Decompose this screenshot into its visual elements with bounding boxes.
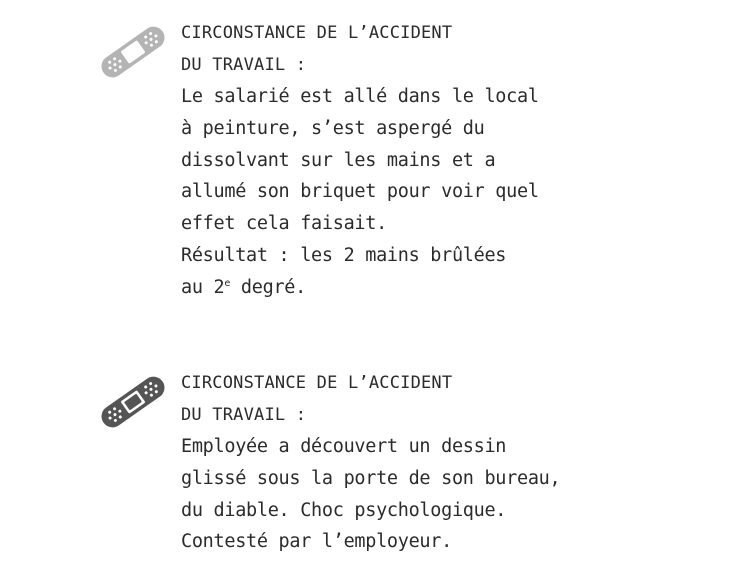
entry-heading-line2: DU TRAVAIL : — [181, 54, 307, 75]
entry-body-line: Contesté par l’employeur. — [181, 531, 452, 553]
bandage-icon — [96, 20, 170, 84]
entry-body-line: dissolvant sur les mains et a — [181, 149, 496, 171]
entry-body-line: du diable. Choc psychologique. — [181, 499, 507, 521]
degree-superscript: e — [224, 277, 231, 289]
entry-heading-line1: CIRCONSTANCE DE L’ACCIDENT — [181, 373, 453, 393]
degree-suffix: degré. — [230, 276, 306, 298]
entry-body-line: effet cela faisait. — [181, 213, 387, 235]
entry-body-line: Résultat : les 2 mains brûlées — [181, 244, 507, 266]
entry-body-line: allumé son briquet pour voir quel — [181, 181, 539, 203]
entry-text — [181, 368, 741, 558]
bandage-icon — [96, 370, 170, 434]
degree-prefix: au 2 — [181, 276, 225, 298]
entry-body-line: Le salarié est allé dans le local — [181, 86, 539, 108]
entry-heading-line2: DU TRAVAIL : — [181, 404, 307, 425]
entry-heading-line1: CIRCONSTANCE DE L’ACCIDENT — [181, 23, 453, 43]
entry-body-line: Employée a découvert un dessin — [181, 436, 507, 458]
entry-body-line-last — [181, 272, 741, 304]
entry-body-line: glissé sous la porte de son bureau, — [181, 468, 561, 490]
entry-text — [181, 18, 741, 303]
entry-body-line: à peinture, s’est aspergé du — [181, 118, 485, 140]
